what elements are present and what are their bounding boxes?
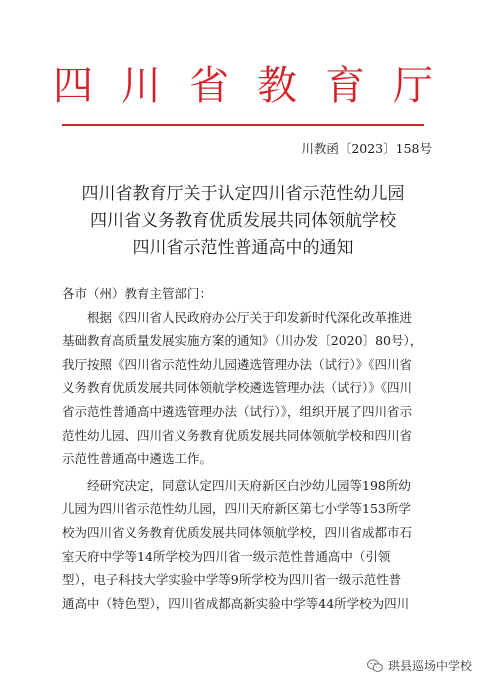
paragraph-line: 义务教育优质发展共同体领航学校遴选管理办法（试行）》《四川 [62, 380, 413, 396]
paragraph-line: 范性幼儿园、四川省义务教育优质发展共同体领航学校和四川省 [62, 427, 413, 443]
watermark [367, 657, 472, 674]
wechat-icon [367, 659, 383, 673]
document-body [62, 282, 428, 615]
paragraph-line: 校为四川省义务教育优质发展共同体领航学校，四川省成都市石 [62, 524, 413, 540]
paragraph-line: 经研究决定，同意认定四川天府新区白沙幼儿园等198所幼 [87, 477, 411, 493]
paragraph-line: 根据《四川省人民政府办公厅关于印发新时代深化改革推进 [87, 309, 413, 325]
title-line: 四川省教育厅关于认定四川省示范性幼儿园 [81, 184, 405, 204]
paragraph-line: 型），电子科技大学实验中学等9所学校为四川省一级示范性普 [62, 572, 402, 588]
watermark-text: 珙县巡场中学校 [387, 659, 472, 673]
paragraph-line: 基础教育高质量发展实施方案的通知》（川办发〔2020〕80号）， [62, 333, 423, 349]
issuer-header: 四川省教育厅 [53, 63, 461, 109]
document-number: 川教函〔2023〕158号 [301, 141, 432, 156]
paragraph-line: 室天府中学等14所学校为四川省一级示范性普通高中（引领 [62, 548, 391, 564]
paragraph-line: 通高中（特色型），四川省成都高新实验中学等44所学校为四川 [62, 595, 410, 611]
title-line: 四川省义务教育优质发展共同体领航学校 [90, 211, 396, 231]
paragraph-line: 我厅按照《四川省示范性幼儿园遴选管理办法（试行）》《四川省 [62, 356, 413, 372]
red-divider [62, 124, 424, 126]
paragraph-line: 示范性普通高中遴选工作。 [62, 451, 213, 467]
paragraph-line: 省示范性普通高中遴选管理办法（试行）》，组织开展了四川省示 [62, 403, 413, 419]
document-title [0, 181, 486, 262]
paragraph-line: 儿园为四川省示范性幼儿园，四川天府新区第七小学等153所学 [62, 501, 411, 517]
salutation: 各市（州）教育主管部门： [62, 286, 213, 301]
title-line: 四川省示范性普通高中的通知 [132, 238, 354, 258]
